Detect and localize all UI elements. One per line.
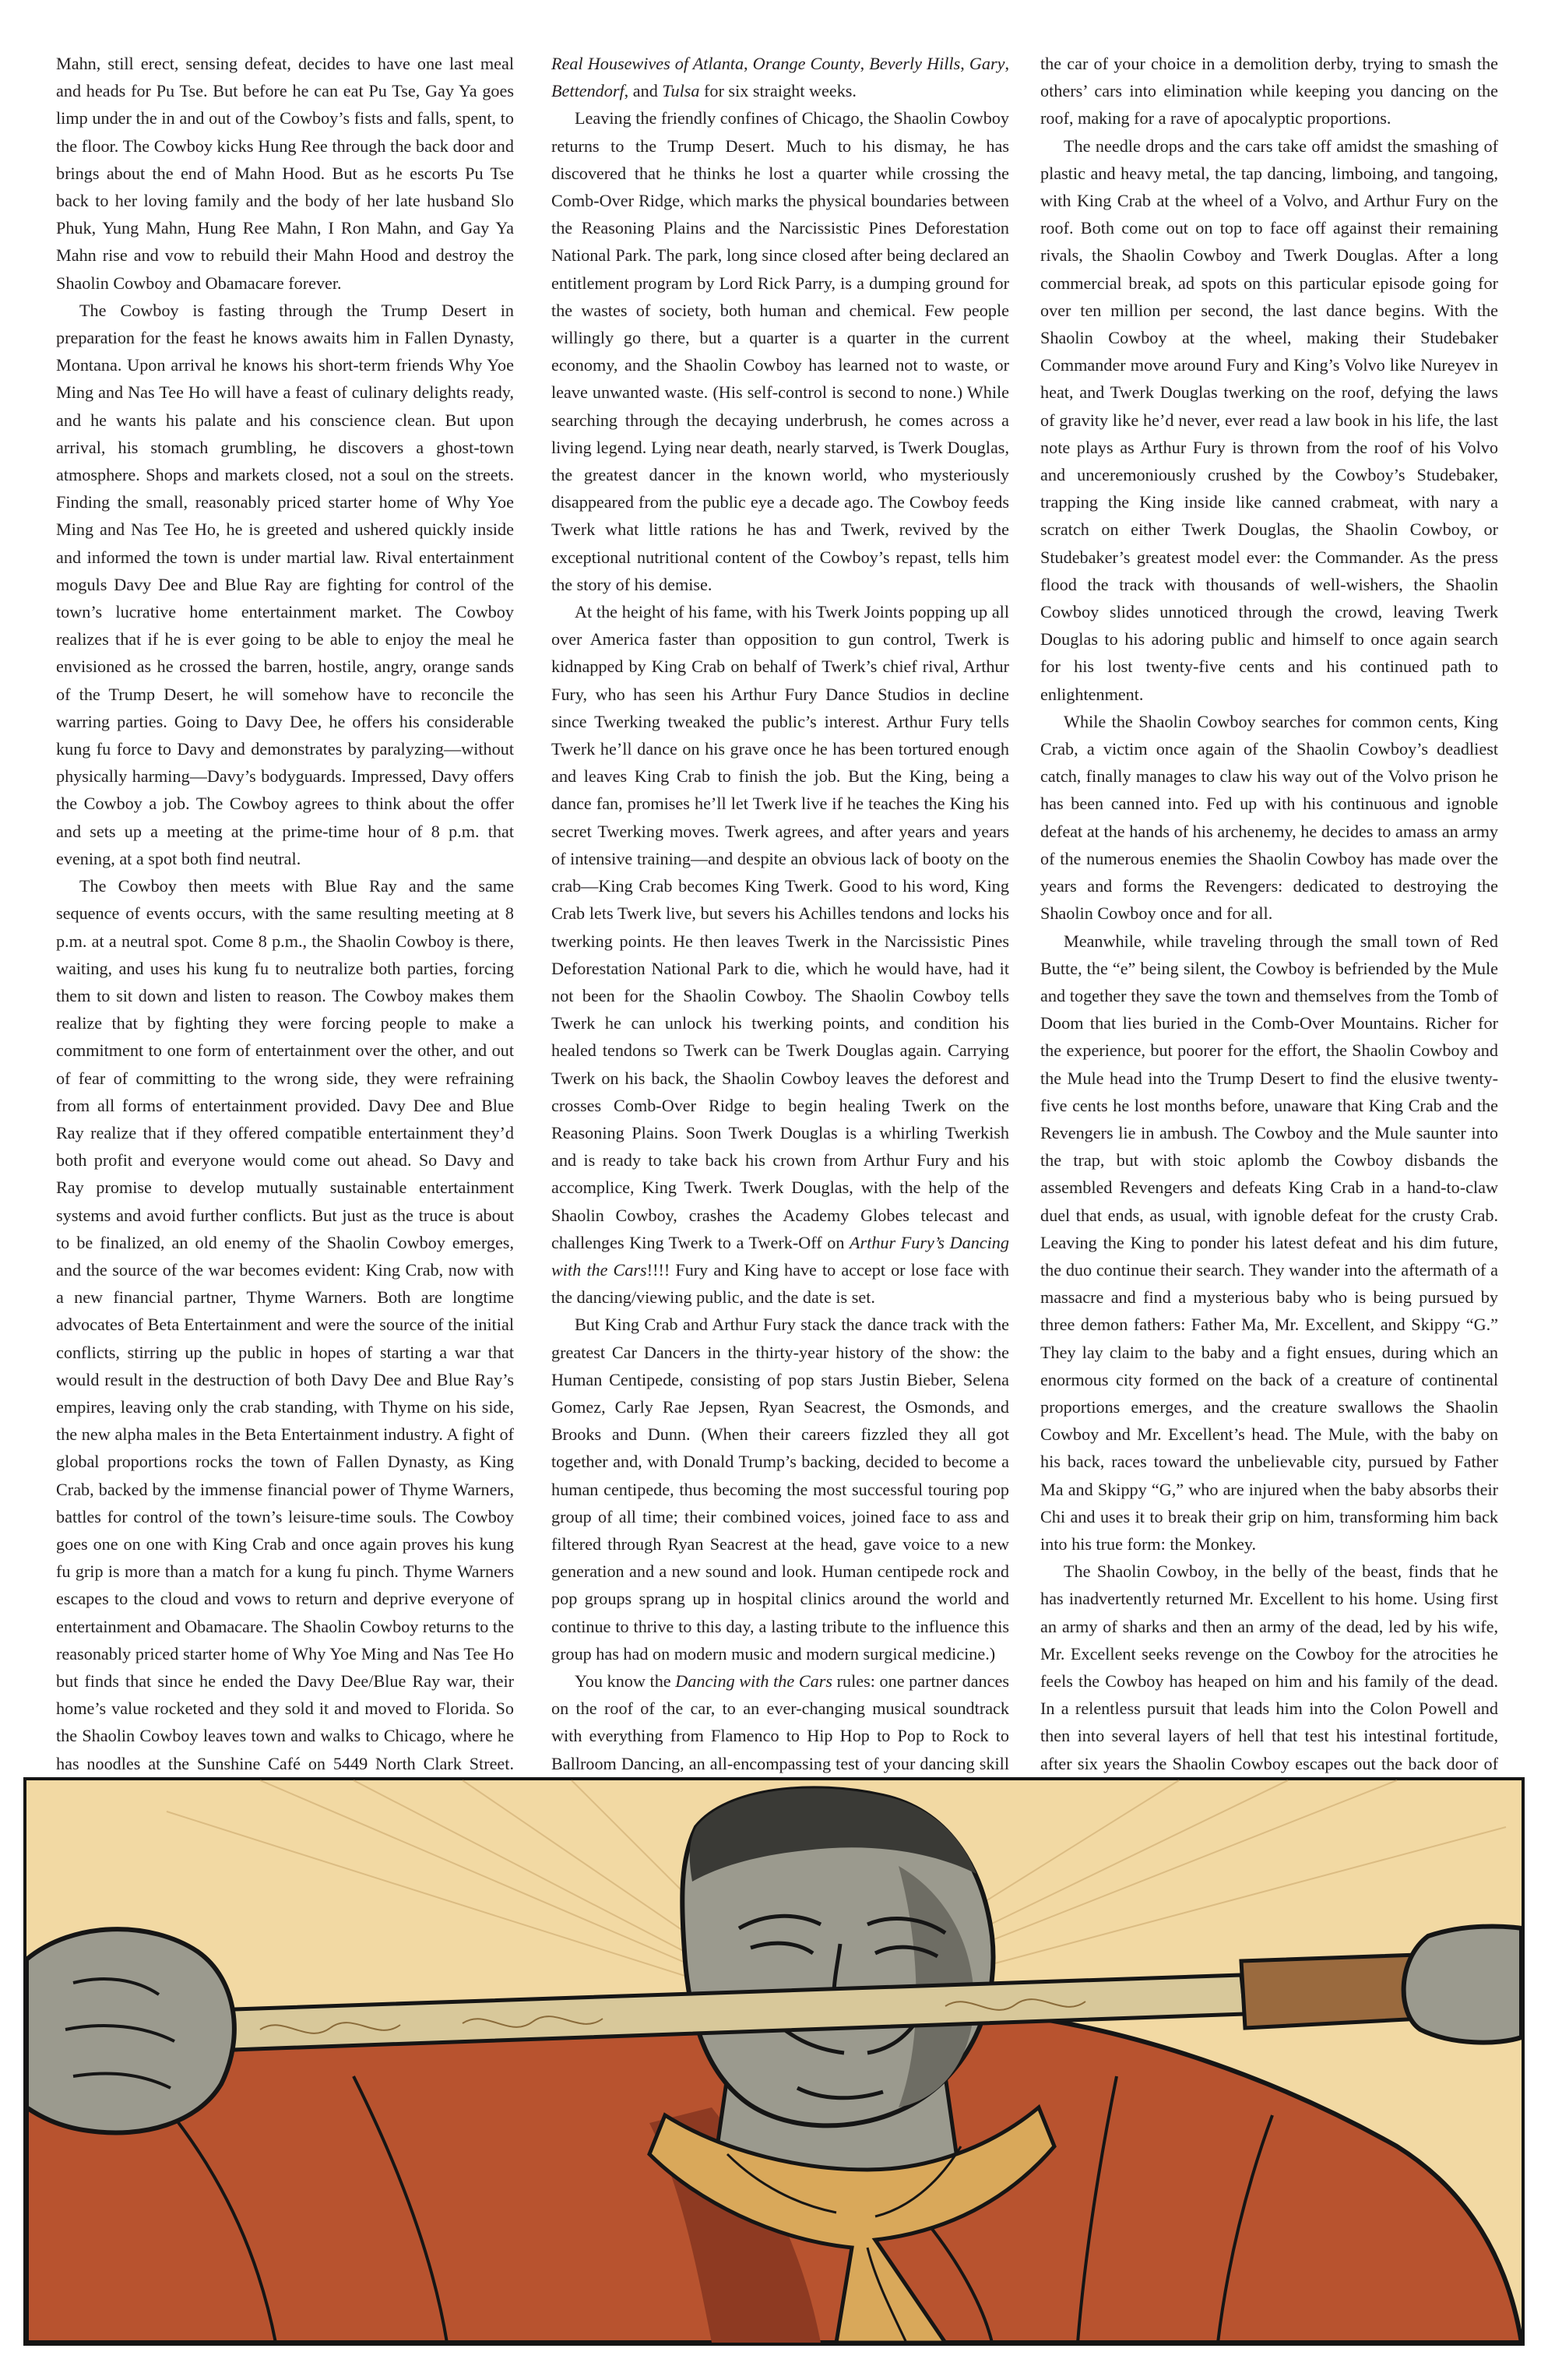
paragraph: While the Shaolin Cowboy searches for common cents, King Crab, a victim once again of the Shaolin Cowboy’s deadliest catch, finally manages to claw his way out of the Volvo prison he has been canned into. Fed up with his continuous and ignoble defeat at the hands of his archenemy, he decides to amass an army of the numerous enemies the Shaolin Cowboy has made over the years and forms the Revengers: dedicated to destroying the Shaolin Cowboy once and for all. [1040,711,1498,924]
paragraph: Leaving the friendly confines of Chicago, the Shaolin Cowboy returns to the Trump Desert. Much to his dismay, he has discovered that he thinks he lost a quarter while crossing the Comb-Over Ridge, which marks the physical boundaries between the Reasoning Plains and the Narcissistic Pines Deforestation National Park. The park, long since closed after being declared an entitlement program by Lord Rick Parry, is a dumping ground for the wastes of society, both human and chemical. Few people willingly go there, but a quarter is a quarter in the current economy, and the Shaolin Cowboy has learned not to waste, or leave unwanted waste. (His self-control is second to none.) While searching through the decaying underbrush, he comes across a living legend. Lying near death, nearly starved, is Twerk Douglas, the greatest dancer in the known world, who mysteriously disappeared from the public eye a decade ago. The Cowboy feeds Twerk what little rations he has and Twerk, revived by the exceptional nutritional content of the Cowboy’s repast, tells him the story of his demise. [551,108,1009,594]
comic-panel-illustration [23,1777,1525,2346]
paragraph: You know the Dancing with the Cars rules: one partner dances on the roof of the car, to an ever-changing musical soundtrack with everything from Flamenco to Hip Hop to Pop to Rock to Ballroom Dancing, an all-encompassing test of your dancing skill [551,1671,1009,1773]
paragraph: The Cowboy is fasting through the Trump Desert in preparation for the feast he knows awaits him in Fallen Dynasty, Montana. Upon arrival he knows his short-term friends Why Yoe Ming and Nas Tee Ho will have a feast of culinary delights ready, and he wants his palate and his conscience clean. But upon arrival, his stomach grumbling, he discovers a ghost-town atmosphere. Shops and markets closed, not a soul on the streets. Finding the small, reasonably priced starter home of Why Yoe Ming and Nas Tee Ho, he is greeted and ushered quickly inside and informed the town is under martial law. Rival entertainment moguls Davy Dee and Blue Ray are fighting for control of the town’s lucrative home entertainment market. The Cowboy realizes that if he is ever going to be able to enjoy the meal he envisioned as he crossed the barren, hostile, angry, orange sands of the Trump Desert, he will somehow have to reconcile the warring parties. Going to Davy Dee, he offers his considerable kung fu force to Davy and demonstrates by paralyzing—without physically harming—Davy’s bodyguards. Impressed, Davy offers the Cowboy a job. The Cowboy agrees to think about the offer and sets up a meeting at the prime-time hour of 8 p.m. that evening, at a spot both find neutral. [56,300,514,868]
paragraph: But King Crab and Arthur Fury stack the dance track with the greatest Car Dancers in the thirty-year history of the show: the Human Centipede, consisting of pop stars Justin Bieber, Selena Gomez, Carly Rae Jepsen, Ryan Seacrest, the Osmonds, and Brooks and Dunn. (When their careers fizzled they all got together and, with Donald Trump’s backing, decided to become a human centipede, thus becoming the most successful touring pop group of all time; their combined voices, joined face to ass and filtered through Ryan Seacrest at the head, gave voice to a new generation and a new sound and look. Human centipede rock and pop groups sprang up in hospital clinics around the world and continue to thrive to this day, a lasting tribute to the influence this group has had on modern music and modern surgical medicine.) [551,1315,1009,1664]
paragraph: The needle drops and the cars take off amidst the smashing of plastic and heavy metal, the tap dancing, limboing, and tangoing, with King Crab at the wheel of a Volvo, and Arthur Fury on the roof. Both come out on top to face off against their remaining rivals, the Shaolin Cowboy and Twerk Douglas. After a long commercial break, ad spots on this particular episode going for over ten million per second, the last dance begins. With the Shaolin Cowboy at the wheel, making their Studebaker Commander move around Fury and King’s Volvo like Nureyev in heat, and Twerk Douglas twerking on the roof, defying the laws of gravity like he’d never, ever read a law book in his life, the last note plays as Arthur Fury is thrown from the roof of his Volvo and unceremoniously crushed by the Cowboy’s Studebaker, trapping the King inside like canned crabmeat, with nary a scratch on either Twerk Douglas, the Shaolin Cowboy, or Studebaker’s greatest model ever: the Commander. As the press flood the track with thousands of well-wishers, the Shaolin Cowboy slides unnoticed through the crowd, leaving Twerk Douglas to his adoring public and himself to once again search for his lost twenty-five cents and his continued path to enlightenment. [1040,136,1498,704]
article-text [56,50,1504,1773]
paragraph: The Shaolin Cowboy, in the belly of the beast, finds that he has inadvertently returned Mr. Excellent to his home. Using first an army of sharks and then an army of the dead, led by his wife, Mr. Excellent seeks revenge on the Cowboy for the atrocities he feels the Cowboy has heaped on him and his family of the dead. In a relentless pursuit that leads him into the Colon Powell and then into several layers of hell that test his intestinal fortitude, after six years the Shaolin Cowboy escapes out the back door of [1040,1561,1498,1773]
paragraph: Mahn, still erect, sensing defeat, decides to have one last meal and heads for Pu Tse. But before he can eat Pu Tse, Gay Ya goes limp under the in and out of the Cowboy’s fists and falls, spent, to the floor. The Cowboy kicks Hung Ree through the back door and brings about the end of Mahn Hood. But as he escorts Pu Tse back to her loving family and the body of her late husband Slo Phuk, Yung Mahn, Hung Ree Mahn, I Ron Mahn, and Gay Ya Mahn rise and vow to rebuild their Mahn Hood and destroy the Shaolin Cowboy and Obamacare forever. [56,54,514,293]
right-hand [1404,1927,1522,2043]
text-column-2 [551,50,1009,1773]
paragraph: The Cowboy then meets with Blue Ray and the same sequence of events occurs, with the same resulting meeting at 8 p.m. at a neutral spot. Come 8 p.m., the Shaolin Cowboy is there, waiting, and uses his kung fu to neutralize both parties, forcing them to sit down and listen to reason. The Cowboy makes them realize that by fighting they were forcing people to make a commitment to one form of entertainment over the other, and out of fear of committing to the wrong side, they were refraining from all forms of entertainment provided. Davy Dee and Blue Ray realize that if they offered compatible entertainment they’d both profit and everyone would come out ahead. So Davy and Ray promise to develop mutually sustainable entertainment systems and avoid further conflicts. But just as the truce is about to be finalized, an old enemy of the Shaolin Cowboy emerges, and the source of the war becomes evident: King Crab, now with a new financial partner, Thyme Warners. Both are longtime advocates of Beta Entertainment and were the source of the initial conflicts, stirring up the public in hopes of starting a war that would result in the destruction of both Davy Dee and Blue Ray’s empires, leaving only the crab standing, with Thyme on his side, the new alpha males in the Beta Entertainment industry. A fight of global proportions rocks the town of Fallen Dynasty, as King Crab, backed by the immense financial power of Thyme Warners, battles for control of the town’s leisure-time souls. The Cowboy goes one on one with King Crab and once again proves his kung fu grip is more than a match for a kung fu pinch. Thyme Warners escapes to the cloud and vows to return and deprive everyone of entertainment and Obamacare. The Shaolin Cowboy returns to the reasonably priced starter home of Why Yoe Ming and Nas Tee Ho but finds that since he ended the Davy Dee/Blue Ray war, their home’s value rocketed and they sold it and moved to Florida. So the Shaolin Cowboy leaves town and walks to Chicago, where he has noodles at the Sunshine Café on 5449 North Clark Street. [56,876,515,1773]
text-column-3 [1040,50,1498,1773]
left-hand [26,1929,234,2132]
paragraph: Real Housewives of Atlanta, Orange County, Beverly Hills, Gary, Bettendorf, and Tulsa for six straight weeks. [551,54,1009,101]
paragraph: Meanwhile, while traveling through the small town of Red Butte, the “e” being silent, the Cowboy is befriended by the Mule and together they save the town and themselves from the Tomb of Doom that lies buried in the Comb-Over Mountains. Richer for the experience, but poorer for the effort, the Shaolin Cowboy and the Mule head into the Trump Desert to find the elusive twenty-five cents he lost months before, unaware that King Crab and the Revengers lie in ambush. The Cowboy and the Mule saunter into the trap, but with stoic aplomb the Cowboy disbands the assembled Revengers and defeats King Crab in a hand-to-claw duel that ends, as usual, with ignoble defeat for the crusty Crab. Leaving the King to ponder his latest defeat and his dim future, the duo continue their search. They wander into the aftermath of a massacre and find a mysterious baby who is being pursued by three demon fathers: Father Ma, Mr. Excellent, and Skippy “G.” They lay claim to the baby and a fight ensues, during which an enormous city formed on the back of a creature of continental proportions emerges, and the creature swallows the Shaolin Cowboy and Mr. Excellent’s head. The Mule, with the baby on his back, races toward the unbelievable city, pursued by Father Ma and Skippy “G,” who are injured when the baby absorbs their Chi and uses it to break their grip on him, transforming him back into his true form: the Monkey. [1040,931,1498,1554]
paragraph: the car of your choice in a demolition derby, trying to smash the others’ cars into elimination while keeping you dancing on the roof, making for a rave of apocalyptic proportions. [1040,54,1498,129]
text-column-1 [56,50,515,1773]
cowboy-sword-drawing [26,1780,1522,2343]
paragraph: At the height of his fame, with his Twerk Joints popping up all over America faster than opposition to gun control, Twerk is kidnapped by King Crab on behalf of Twerk’s chief rival, Arthur Fury, who has seen his Arthur Fury Dance Studios in decline since Twerking tweaked the public’s interest. Arthur Fury tells Twerk he’ll dance on his grave once he has been tortured enough and leaves King Crab to finish the job. But the King, being a dance fan, promises he’ll let Twerk live if he teaches the King his secret Twerking moves. Twerk agrees, and after years and years of intensive training—and despite an obvious lack of booty on the crab—King Crab becomes King Twerk. Good to his word, King Crab lets Twerk live, but severs his Achilles tendons and locks his twerking points. He then leaves Twerk in the Narcissistic Pines Deforestation National Park to die, which he would have, had it not been for the Shaolin Cowboy. The Shaolin Cowboy tells Twerk he can unlock his twerking points, and condition his healed tendons so Twerk can be Twerk Douglas again. Carrying Twerk on his back, the Shaolin Cowboy leaves the deforest and crosses Comb-Over Ridge to begin healing Twerk on the Reasoning Plains. Soon Twerk Douglas is a whirling Twerkish and is ready to take back his crown from Arthur Fury and his accomplice, King Twerk. Twerk Douglas, with the help of the Shaolin Cowboy, crashes the Academy Globes telecast and challenges King Twerk to a Twerk-Off on Arthur Fury’s Dancing with the Cars!!!! Fury and King have to accept or lose face with the dancing/viewing public, and the date is set. [551,602,1009,1308]
